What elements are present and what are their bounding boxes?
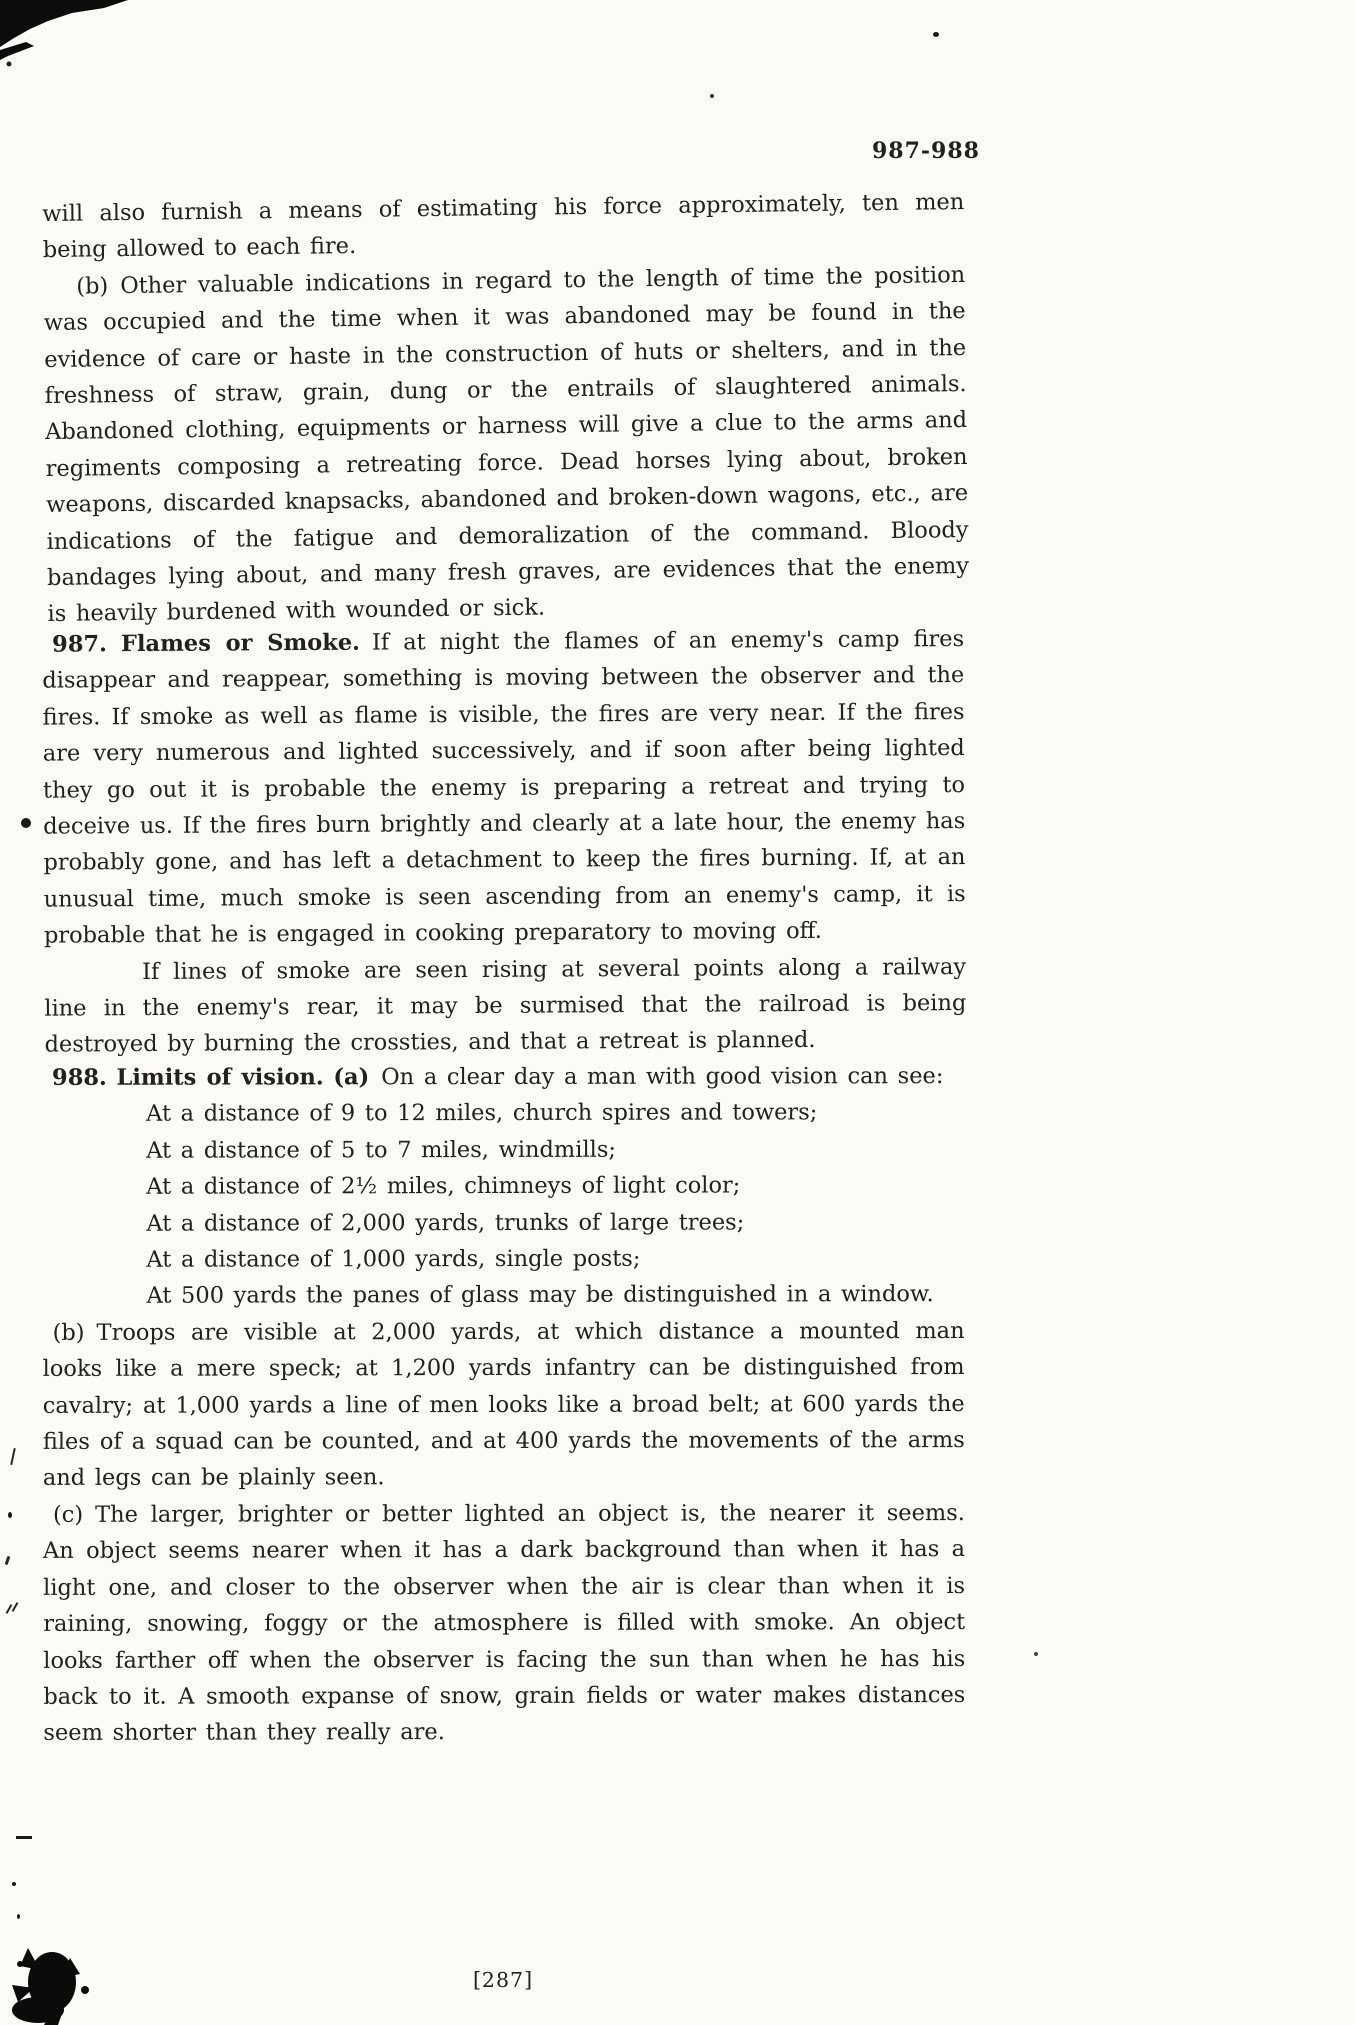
section-987-paragraph bbox=[42, 621, 966, 954]
section-987-text: If at night the flames of an enemy's camp fires disappear and reappear, something is moving between the observer and the fires. If smoke as well as flame is visible, the fires are very near. If the fires are very numerous and lighted successively, and if soon after being lighted they go out it is probable the enemy is preparing a retreat and trying to deceive us. If the fires burn brightly and clearly at a late hour, the enemy has probably gone, and has left a detachment to keep the fires burning. If, at an unusual time, much smoke is seen ascending from an enemy's camp, it is probable that he is engaged in cooking preparatory to moving off. bbox=[42, 625, 966, 949]
speck-top-right bbox=[933, 32, 939, 37]
paragraph-b-indications bbox=[43, 257, 970, 633]
margin-comma-mark bbox=[5, 1556, 11, 1565]
vision-limit-line: At a distance of 5 to 7 miles, windmills; bbox=[146, 1136, 616, 1164]
margin-bullet-mark bbox=[21, 818, 31, 828]
margin-tick-mark-2 bbox=[12, 1602, 19, 1612]
section-987-block bbox=[42, 621, 967, 1063]
section-988-number: 988. bbox=[52, 1064, 107, 1091]
section-987-title: Flames or Smoke. bbox=[120, 629, 361, 658]
vision-limit-line: At a distance of 2½ miles, chimneys of light color; bbox=[146, 1172, 741, 1200]
speck-bottom-left-1 bbox=[12, 1882, 16, 1886]
vision-limit-line: At a distance of 1,000 yards, single posts; bbox=[146, 1245, 641, 1273]
section-range-header: 987-988 bbox=[872, 138, 980, 164]
paragraph-c-appearance bbox=[43, 1495, 966, 1752]
section-988-a-label: (a) bbox=[333, 1063, 370, 1091]
top-block bbox=[42, 184, 970, 633]
section-988-title: Limits of vision. bbox=[116, 1064, 324, 1091]
speck-mid-top bbox=[710, 94, 714, 98]
paragraph-b-indications-text: Other valuable indications in regard to the length of time the position was occupied and the time when it was abandoned may be found in the evidence of care or haste in the construction of huts or shelters, and in the freshness of straw, grain, dung or the entrails of slaughtered animals. Abandoned clothing, equipments or harness will give a clue to the arms and regiments composing a retreating force. Dead horses lying about, broken weapons, discarded knapsacks, abandoned and broken-down wagons, etc., are indications of the fatigue and demoralization of the command. Bloody bandages lying about, and many fresh graves, are evidences that the enemy is heavily burdened with wounded or sick. bbox=[43, 261, 970, 628]
margin-slash-mark bbox=[10, 1448, 15, 1465]
body-text bbox=[42, 184, 970, 1749]
section-987-paragraph-2: If lines of smoke are seen rising at several points along a railway line in the enemy's rear, it may be surmised that the railroad is being destroyed by burning the crossties, and that a retreat is planned. bbox=[44, 953, 967, 1058]
paragraph-b-troops bbox=[43, 1313, 965, 1497]
paragraph-c-appearance-label: (c) bbox=[52, 1501, 84, 1528]
margin-speck-1 bbox=[8, 1512, 12, 1518]
paragraph-b-indications-label: (b) bbox=[76, 273, 109, 300]
section-987-number: 987. bbox=[52, 631, 108, 658]
paragraph-b-troops-label: (b) bbox=[52, 1319, 85, 1346]
page-number-footer: [287] bbox=[472, 1968, 534, 1992]
margin-dash-mark bbox=[16, 1836, 32, 1839]
vision-limits-list bbox=[42, 1094, 964, 1314]
vision-limit-line: At 500 yards the panes of glass may be distinguished in a window. bbox=[146, 1281, 934, 1309]
section-988-paragraph bbox=[42, 1058, 964, 1096]
ink-smudge-top-left bbox=[0, 0, 150, 70]
section-988-a-text: On a clear day a man with good vision can see: bbox=[381, 1062, 944, 1090]
paragraph-c-appearance-text: The larger, brighter or better lighted an object is, the nearer it seems. An object seems nearer when it has a dark background than when it has a light one, and closer to the observer when the air is clear than when it is raining, snowing, foggy or the atmosphere is filled with smoke. An object looks farther off when the observer is facing the sun than when he has his back to it. A smooth expanse of snow, grain fields or water makes distances seem shorter than they really are. bbox=[43, 1499, 966, 1746]
speck-right-margin bbox=[1034, 1652, 1038, 1656]
paragraph-b-troops-text: Troops are visible at 2,000 yards, at which distance a mounted man looks like a mere speck; at 1,200 yards infantry can be distinguished from cavalry; at 1,000 yards a line of men looks like a broad belt; at 600 yards the files of a squad can be counted, and at 400 yards the movements of the arms and legs can be plainly seen. bbox=[42, 1317, 965, 1492]
vision-limit-line: At a distance of 9 to 12 miles, church spires and towers; bbox=[146, 1099, 818, 1127]
continuation-paragraph: will also furnish a means of estimating his force approximately, ten men being allowed to each fire. bbox=[42, 188, 965, 264]
section-988-block bbox=[42, 1058, 965, 1752]
vision-limit-line: At a distance of 2,000 yards, trunks of large trees; bbox=[146, 1208, 745, 1237]
speck-bottom-left-2 bbox=[17, 1914, 20, 1919]
